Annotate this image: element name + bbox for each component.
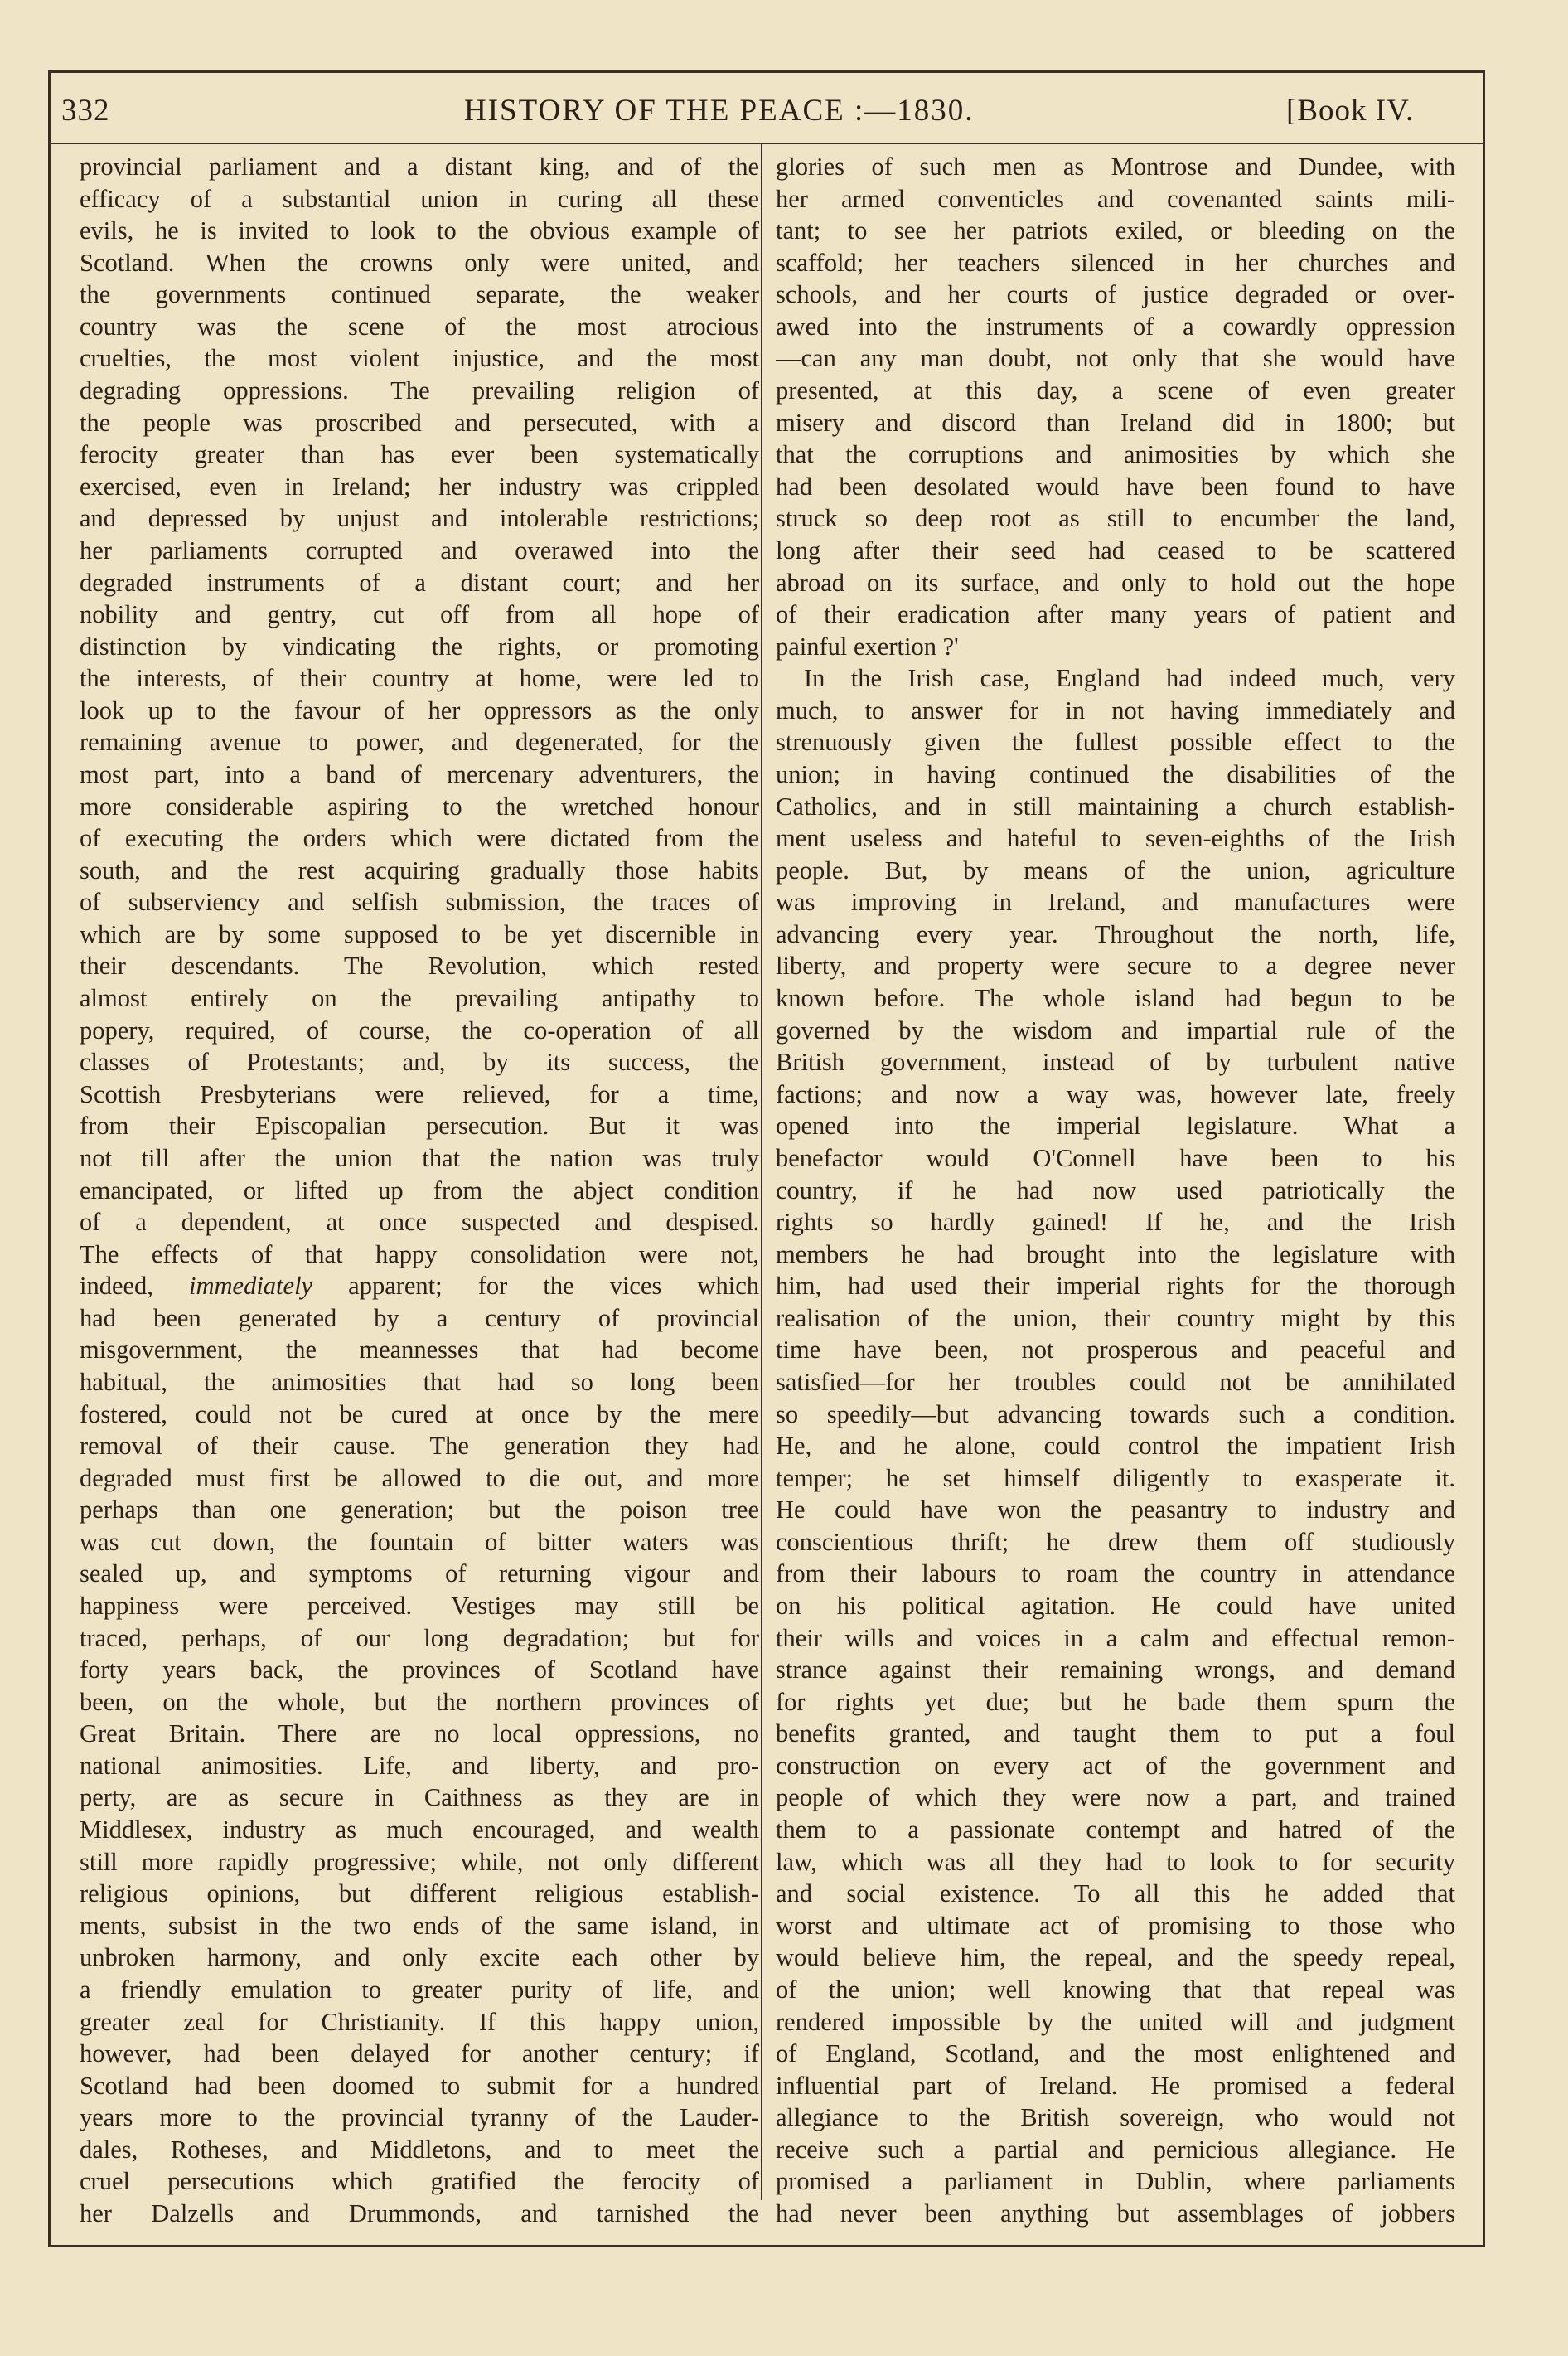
text-line: had never been anything but assemblages of jobbers (776, 2199, 1455, 2228)
text-line: forty years back, the provinces of Scotland have (80, 1656, 759, 1685)
text-line: Scotland had been doomed to submit for a hundred (80, 2071, 759, 2100)
text-line: her parliaments corrupted and overawed into the (80, 536, 759, 565)
text-line: people. But, by means of the union, agriculture (776, 856, 1455, 885)
text-line: her Dalzells and Drummonds, and tarnished the (80, 2199, 759, 2228)
text-line: liberty, and property were secure to a degree never (776, 952, 1455, 981)
text-line: of executing the orders which were dictated from the (80, 824, 759, 853)
running-head (0, 93, 1568, 131)
text-line: degraded must first be allowed to die out, and more (80, 1463, 759, 1492)
text-line: traced, perhaps, of our long degradation; but for (80, 1623, 759, 1652)
text-line: degraded instruments of a distant court; and her (80, 568, 759, 597)
text-line: south, and the rest acquiring gradually those habits (80, 856, 759, 885)
text-line: degrading oppressions. The prevailing religion of (80, 376, 759, 405)
text-line: the governments continued separate, the weaker (80, 280, 759, 309)
text-line: known before. The whole island had begun to be (776, 984, 1455, 1013)
text-line: years more to the provincial tyranny of the Lauder- (80, 2103, 759, 2132)
text-line: had been desolated would have been found to have (776, 472, 1455, 501)
text-line: benefits granted, and taught them to put a foul (776, 1719, 1455, 1748)
frame-left (48, 70, 51, 2247)
text-line: nobility and gentry, cut off from all hope of (80, 600, 759, 629)
text-line: tant; to see her patriots exiled, or bleeding on the (776, 216, 1455, 245)
text-line: ment useless and hateful to seven-eighths of the Irish (776, 824, 1455, 853)
text-line: evils, he is invited to look to the obvious example of (80, 216, 759, 245)
text-line: so speedily—but advancing towards such a condition. (776, 1399, 1455, 1428)
text-line: scaffold; her teachers silenced in her churches and (776, 248, 1455, 277)
text-line: law, which was all they had to look to for security (776, 1847, 1455, 1876)
text-line: temper; he set himself diligently to exasperate it. (776, 1463, 1455, 1492)
text-line: still more rapidly progressive; while, not only different (80, 1847, 759, 1876)
text-line: a friendly emulation to greater purity of life, and (80, 1975, 759, 2004)
text-line: from their labours to roam the country in attendance (776, 1559, 1455, 1588)
text-line: religious opinions, but different religious establish- (80, 1879, 759, 1908)
text-line: cruelties, the most violent injustice, and the most (80, 344, 759, 373)
left-column (80, 151, 759, 2230)
text-line: long after their seed had ceased to be scattered (776, 536, 1455, 565)
text-line: of subserviency and selfish submission, the traces of (80, 888, 759, 917)
text-line: realisation of the union, their country might by this (776, 1303, 1455, 1332)
text-line: distinction by vindicating the rights, or promoting (80, 632, 759, 661)
text-line: however, had been delayed for another century; if (80, 2039, 759, 2068)
text-line: glories of such men as Montrose and Dundee, with (776, 153, 1455, 181)
text-line: had been generated by a century of provincial (80, 1303, 759, 1332)
text-line: removal of their cause. The generation they had (80, 1432, 759, 1461)
text-line: greater zeal for Christianity. If this happy union, (80, 2007, 759, 2036)
text-line: more considerable aspiring to the wretched honour (80, 792, 759, 821)
text-line: ments, subsist in the two ends of the same island, in (80, 1911, 759, 1940)
text-line: which are by some supposed to be yet discernible in (80, 919, 759, 948)
text-line: In the Irish case, England had indeed much, very (804, 664, 1455, 693)
top-rule (48, 70, 1484, 73)
text-line: He could have won the peasantry to industry and (776, 1496, 1455, 1525)
text-line: Great Britain. There are no local oppressions, no (80, 1719, 759, 1748)
text-line: time have been, not prosperous and peaceful and (776, 1336, 1455, 1365)
text-line: painful exertion ?' (776, 632, 959, 661)
text-line: dales, Rotheses, and Middletons, and to meet the (80, 2135, 759, 2164)
text-line: their wills and voices in a calm and effectual remon- (776, 1623, 1455, 1652)
text-line: efficacy of a substantial union in curing all these (80, 184, 759, 213)
text-line: them to a passionate contempt and hatred of the (776, 1815, 1455, 1845)
text-line: abroad on its surface, and only to hold out the hope (776, 568, 1455, 597)
text-line: receive such a partial and pernicious allegiance. He (776, 2135, 1455, 2164)
text-line: —can any man doubt, not only that she would have (776, 344, 1455, 373)
text-line: ferocity greater than has ever been systematically (80, 440, 759, 469)
text-line: look up to the favour of her oppressors as the only (80, 696, 759, 725)
text-line: and social existence. To all this he added that (776, 1879, 1455, 1908)
text-line: misery and discord than Ireland did in 1800; but (776, 408, 1455, 437)
book-label: [Book IV. (1286, 94, 1415, 128)
text-line: sealed up, and symptoms of returning vigour and (80, 1559, 759, 1588)
text-line: factions; and now a way was, however late, freely (776, 1079, 1455, 1108)
text-line: would believe him, the repeal, and the speedy repeal, (776, 1943, 1455, 1972)
text-line: Catholics, and in still maintaining a church establish- (776, 792, 1455, 821)
text-line: He, and he alone, could control the impatient Irish (776, 1432, 1455, 1461)
text-line: exercised, even in Ireland; her industry was crippled (80, 472, 759, 501)
text-line: country, if he had now used patriotically the (776, 1176, 1455, 1205)
text-line: and depressed by unjust and intolerable restrictions; (80, 504, 759, 533)
text-line: from their Episcopalian persecution. But it was (80, 1112, 759, 1141)
text-line: of the union; well knowing that that repeal was (776, 1975, 1455, 2004)
text-line: almost entirely on the prevailing antipathy to (80, 984, 759, 1013)
text-line: that the corruptions and animosities by which she (776, 440, 1455, 469)
text-line: national animosities. Life, and liberty, and pro- (80, 1751, 759, 1780)
page-number: 332 (61, 94, 110, 128)
text-line: Scotland. When the crowns only were united, and (80, 248, 759, 277)
text-line: of a dependent, at once suspected and despised. (80, 1208, 759, 1237)
text-line: misgovernment, the meannesses that had become (80, 1336, 759, 1365)
text-line: perty, are as secure in Caithness as they are in (80, 1783, 759, 1812)
text-line: governed by the wisdom and impartial rule of the (776, 1016, 1455, 1045)
text-line: worst and ultimate act of promising to those who (776, 1911, 1455, 1940)
text-line: people of which they were now a part, and trained (776, 1783, 1455, 1812)
text-line: satisfied—for her troubles could not be annihilated (776, 1367, 1455, 1396)
text-line: awed into the instruments of a cowardly oppression (776, 312, 1455, 341)
text-line: promised a parliament in Dublin, where parliaments (776, 2167, 1455, 2196)
text-line: classes of Protestants; and, by its success, the (80, 1048, 759, 1077)
text-line: for rights yet due; but he bade them spurn the (776, 1687, 1455, 1716)
text-line: Middlesex, industry as much encouraged, and wealth (80, 1815, 759, 1845)
text-line: influential part of Ireland. He promised a federal (776, 2071, 1455, 2100)
text-line: schools, and her courts of justice degraded or over- (776, 280, 1455, 309)
text-line: emancipated, or lifted up from the abject condition (80, 1176, 759, 1205)
text-line: her armed conventicles and covenanted saints mili- (776, 184, 1455, 213)
text-line: been, on the whole, but the northern provinces of (80, 1687, 759, 1716)
text-line: not till after the union that the nation was truly (80, 1143, 759, 1172)
header-rule (48, 143, 1484, 144)
text-line: advancing every year. Throughout the north, life, (776, 919, 1455, 948)
column-divider (761, 144, 762, 2200)
text-line: much, to answer for in not having immediately and (776, 696, 1455, 725)
text-line: Scottish Presbyterians were relieved, for a time, (80, 1079, 759, 1108)
text-line: benefactor would O'Connell have been to his (776, 1143, 1455, 1172)
text-line: of their eradication after many years of patient and (776, 600, 1455, 629)
text-line: country was the scene of the most atrocious (80, 312, 759, 341)
text-line: struck so deep root as still to encumber the land, (776, 504, 1455, 533)
text-line: happiness were perceived. Vestiges may still be (80, 1592, 759, 1621)
text-line: the interests, of their country at home, were led to (80, 664, 759, 693)
text-line: habitual, the animosities that had so long been (80, 1367, 759, 1396)
text-line: opened into the imperial legislature. What a (776, 1112, 1455, 1141)
bottom-rule (48, 2245, 1484, 2247)
text-line: rights so hardly gained! If he, and the Irish (776, 1208, 1455, 1237)
text-line: the people was proscribed and persecuted, with a (80, 408, 759, 437)
text-line: perhaps than one generation; but the poison tree (80, 1496, 759, 1525)
right-column (776, 151, 1455, 2230)
text-line: provincial parliament and a distant king, and of the (80, 153, 759, 181)
text-line: members he had brought into the legislature with (776, 1239, 1455, 1268)
text-line: rendered impossible by the united will and judgment (776, 2007, 1455, 2036)
text-line: unbroken harmony, and only excite each other by (80, 1943, 759, 1972)
text-line: presented, at this day, a scene of even greater (776, 376, 1455, 405)
text-line: fostered, could not be cured at once by the mere (80, 1399, 759, 1428)
text-line: was cut down, the fountain of bitter waters was (80, 1527, 759, 1556)
text-line: their descendants. The Revolution, which rested (80, 952, 759, 981)
text-line: was improving in Ireland, and manufactures were (776, 888, 1455, 917)
text-line: conscientious thrift; he drew them off studiously (776, 1527, 1455, 1556)
text-line: on his political agitation. He could have united (776, 1592, 1455, 1621)
text-line: strenuously given the fullest possible effect to the (776, 728, 1455, 757)
text-line: remaining avenue to power, and degenerated, for the (80, 728, 759, 757)
text-line: cruel persecutions which gratified the ferocity of (80, 2167, 759, 2196)
text-line: British government, instead of by turbulent native (776, 1048, 1455, 1077)
text-line: strance against their remaining wrongs, and demand (776, 1656, 1455, 1685)
text-line: indeed, immediately apparent; for the vices which (80, 1272, 759, 1301)
frame-right (1483, 70, 1485, 2247)
text-line: construction on every act of the government and (776, 1751, 1455, 1780)
text-line: union; in having continued the disabilities of the (776, 759, 1455, 788)
text-line: popery, required, of course, the co-operation of all (80, 1016, 759, 1045)
text-line: allegiance to the British sovereign, who would not (776, 2103, 1455, 2132)
text-line: of England, Scotland, and the most enlightened and (776, 2039, 1455, 2068)
text-line: The effects of that happy consolidation were not, (80, 1239, 759, 1268)
text-line: most part, into a band of mercenary adventurers, the (80, 759, 759, 788)
text-line: him, had used their imperial rights for the thorough (776, 1272, 1455, 1301)
running-title: HISTORY OF THE PEACE :—1830. (464, 94, 975, 128)
